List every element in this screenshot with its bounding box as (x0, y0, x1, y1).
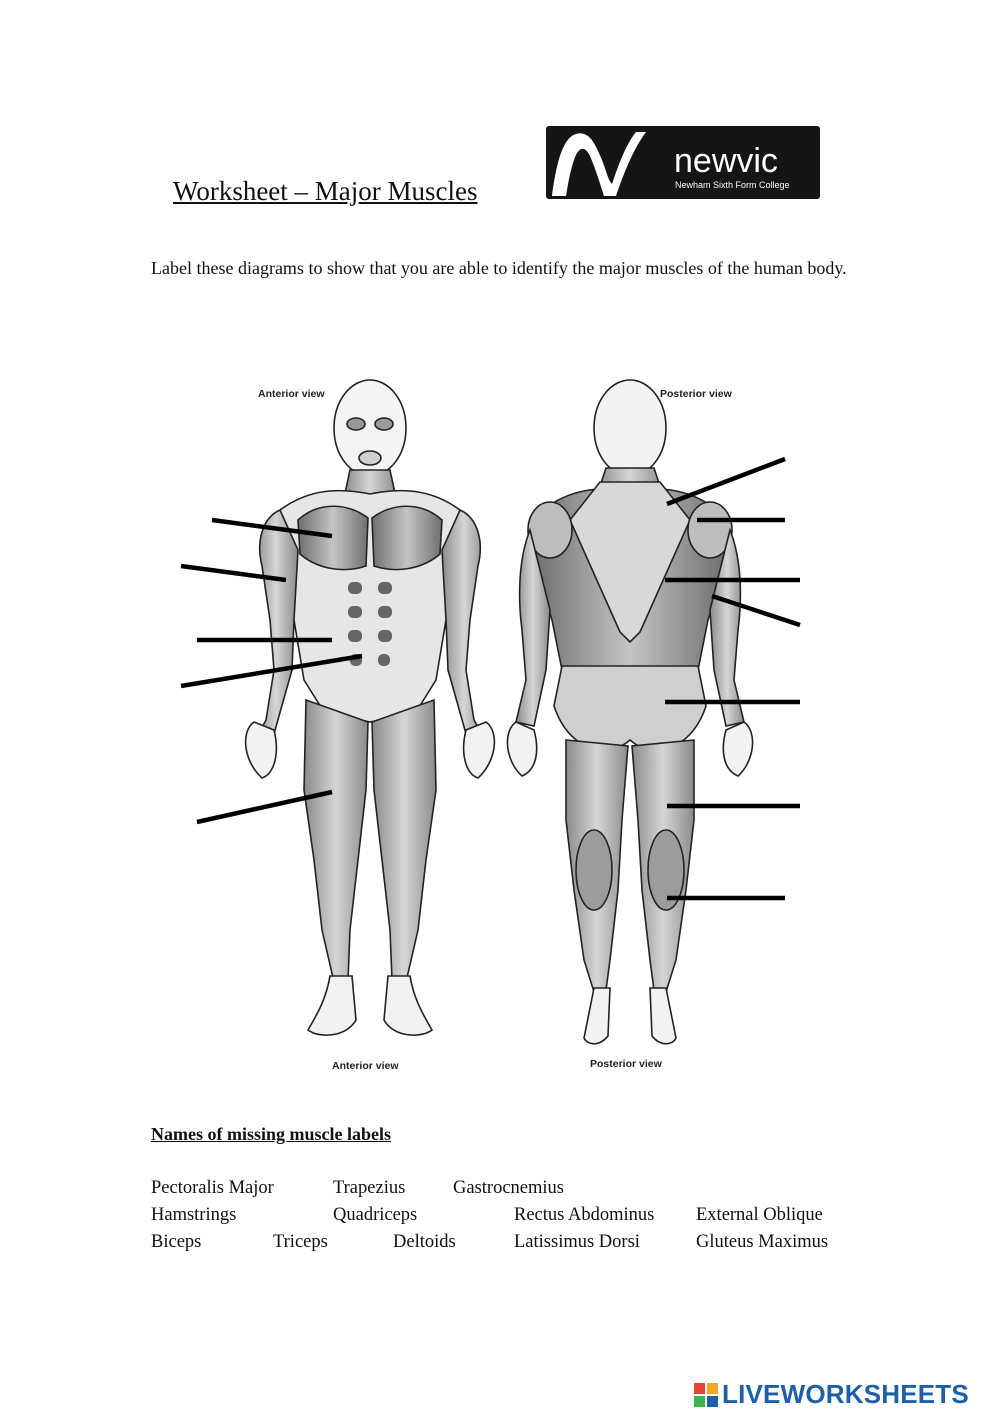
names-heading: Names of missing muscle labels (151, 1124, 391, 1144)
word-external-oblique: External Oblique (696, 1205, 823, 1225)
liveworksheets-wordmark: LIVEWORKSHEETS (722, 1379, 969, 1409)
worksheet-title: Worksheet – Major Muscles (173, 176, 478, 206)
anterior-label-top: Anterior view (258, 388, 325, 400)
newvic-logo (546, 126, 820, 199)
word-pectoralis-major: Pectoralis Major (151, 1178, 274, 1198)
anterior-label-bottom: Anterior view (332, 1060, 399, 1072)
word-triceps: Triceps (273, 1232, 328, 1252)
word-deltoids: Deltoids (393, 1232, 456, 1252)
logo-wordmark: newvic (674, 142, 778, 180)
word-gluteus-maximus: Gluteus Maximus (696, 1232, 829, 1252)
muscle-diagram (170, 370, 830, 1080)
posterior-label-top: Posterior view (660, 388, 732, 400)
word-trapezius: Trapezius (333, 1178, 406, 1198)
posterior-figure (507, 380, 752, 1044)
instructions: Label these diagrams to show that you are able to identify the major muscles of the human body. (151, 258, 847, 278)
word-gastrocnemius: Gastrocnemius (453, 1178, 564, 1198)
word-quadriceps: Quadriceps (333, 1205, 418, 1225)
posterior-label-bottom: Posterior view (590, 1058, 662, 1070)
word-biceps: Biceps (151, 1232, 202, 1252)
word-latissimus-dorsi: Latissimus Dorsi (514, 1232, 640, 1252)
word-rectus-abdominus: Rectus Abdominus (514, 1205, 655, 1225)
logo-subtitle: Newham Sixth Form College (675, 180, 790, 190)
anterior-figure (246, 380, 495, 1035)
word-hamstrings: Hamstrings (151, 1205, 237, 1225)
